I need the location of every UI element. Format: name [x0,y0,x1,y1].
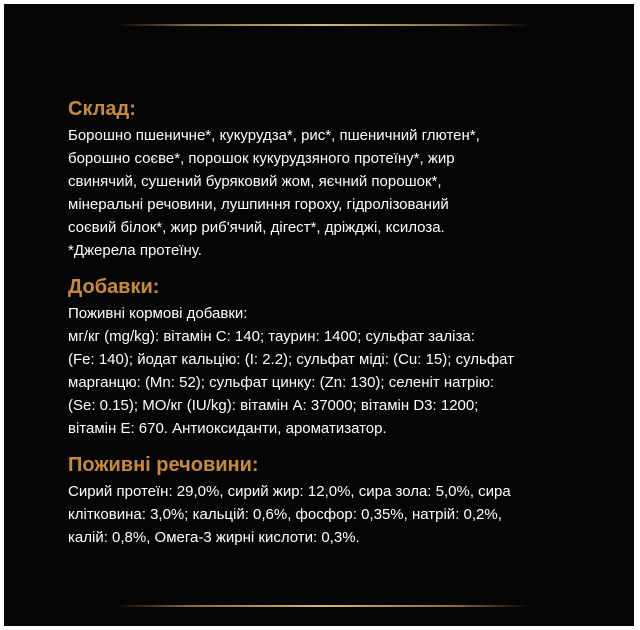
composition-line: мінеральні речовини, лушпиння гороху, гідролізований [68,196,449,213]
nutrients-heading: Поживні речовини: [68,454,259,476]
nutrients-text [68,480,608,549]
composition-footnote: *Джерела протеїну. [68,242,202,259]
additives-line: (Fe: 140); йодат кальцію: (І: 2.2); сульфат міді: (Cu: 15); сульфат [68,351,515,368]
composition-line: борошно соєве*, порошок кукурудзяного протеїну*, жир [68,150,455,167]
bottom-gold-divider [116,605,530,607]
additives-section [68,274,608,440]
nutrients-line: Сирий протеїн: 29,0%, сирий жир: 12,0%, сира зола: 5,0%, сира [68,483,511,500]
label-content [68,96,608,549]
additives-line: (Se: 0.15); МО/кг (IU/kg): вітамін А: 37000; вітамін D3: 1200; [68,397,479,414]
nutrients-section [68,452,608,549]
additives-heading: Добавки: [68,276,160,298]
additives-text [68,302,608,440]
composition-line: Борошно пшеничне*, кукурудза*, рис*, пшеничний глютен*, [68,127,480,144]
composition-section [68,96,608,262]
additives-line: Поживні кормові добавки: [68,305,248,322]
composition-heading: Склад: [68,98,136,120]
composition-line: соєвий білок*, жир риб'ячий, дігест*, дріжджі, ксилоза. [68,219,445,236]
nutrients-line: клітковина: 3,0%; кальцій: 0,6%, фосфор: 0,35%, натрій: 0,2%, [68,506,502,523]
additives-line: мг/кг (mg/kg): вітамін С: 140; таурин: 1400; сульфат заліза: [68,328,475,345]
additives-line: марганцю: (Mn: 52); сульфат цинку: (Zn: 130); селеніт натрію: [68,374,495,391]
top-gold-divider [116,24,530,26]
composition-line: свинячий, сушений буряковий жом, яєчний порошок*, [68,173,442,190]
nutrients-line: калій: 0,8%, Омега-3 жирні кислоти: 0,3%. [68,529,360,546]
label-panel [4,4,634,626]
composition-text [68,124,608,262]
additives-line: вітамін Е: 670. Антиоксиданти, ароматизатор. [68,420,387,437]
